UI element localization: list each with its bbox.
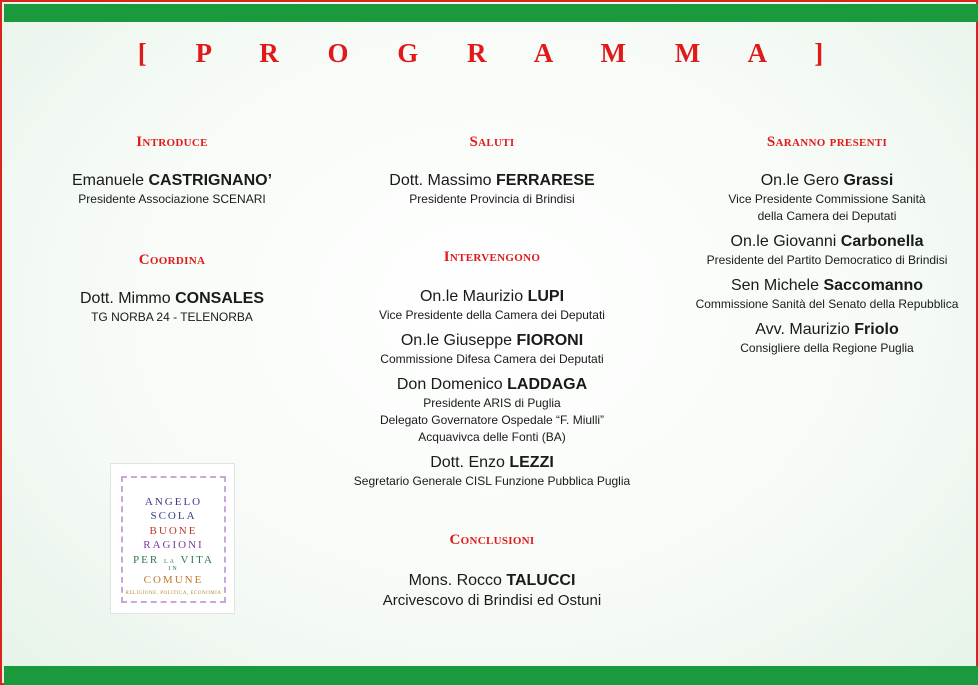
saluti-section	[332, 134, 652, 208]
saluti-heading: Saluti	[469, 134, 515, 150]
name-prefix: Don Domenico	[396, 376, 503, 393]
coordina-name	[42, 289, 302, 309]
top-green-band	[4, 4, 978, 22]
speaker-name	[332, 375, 652, 395]
speaker-role: Segretario Generale CISL Funzione Pubblica Puglia	[353, 474, 631, 488]
introduce-section	[42, 134, 302, 208]
name-surname: Carbonella	[840, 233, 924, 250]
book-title-line	[123, 554, 224, 566]
book-word: IN	[168, 566, 179, 572]
introduce-name	[42, 171, 302, 191]
speaker-role: Acquavivca delle Fonti (BA)	[418, 430, 566, 444]
conclusioni-section	[332, 532, 652, 611]
name-prefix: On.le Maurizio	[419, 288, 524, 305]
guest-role: Presidente del Partito Democratico di Brindisi	[706, 253, 948, 267]
conclusioni-name	[332, 571, 652, 591]
speaker-role: Presidente ARIS di Puglia	[423, 396, 561, 410]
name-surname: Saccomanno	[823, 277, 924, 294]
conclusioni-role: Arcivescovo di Brindisi ed Ostuni	[382, 592, 602, 609]
name-surname: LADDAGA	[507, 376, 588, 393]
name-prefix: Dott. Massimo	[389, 172, 492, 189]
name-surname: LUPI	[527, 288, 565, 305]
book-title-line: RAGIONI	[143, 539, 204, 551]
name-prefix: On.le Gero	[760, 172, 839, 189]
speaker-role: Delegato Governatore Ospedale “F. Miulli”	[379, 413, 605, 427]
conclusioni-heading: Conclusioni	[449, 532, 535, 548]
name-prefix: On.le Giovanni	[730, 233, 837, 250]
name-prefix: Avv. Maurizio	[755, 321, 850, 338]
name-surname: Friolo	[854, 321, 899, 338]
name-prefix: On.le Giuseppe	[400, 332, 513, 349]
saranno-section	[682, 134, 972, 357]
saluti-name	[332, 171, 652, 191]
name-prefix: Mons. Rocco	[408, 572, 502, 589]
book-word: PER	[133, 554, 160, 566]
name-prefix: Dott. Mimmo	[79, 290, 171, 307]
saluti-role: Presidente Provincia di Brindisi	[409, 192, 575, 206]
guest-name	[682, 171, 972, 191]
intervengono-heading: Intervengono	[443, 249, 541, 265]
book-word: VITA	[180, 554, 214, 566]
book-title-line: COMUNE	[143, 574, 204, 586]
intervengono-section	[332, 249, 652, 490]
guest-name	[682, 320, 972, 340]
guest-role: Vice Presidente Commissione Sanità	[728, 192, 926, 206]
book-cover-frame	[121, 476, 226, 603]
name-prefix: Emanuele	[71, 172, 145, 189]
name-surname: FERRARESE	[496, 172, 595, 189]
name-surname: Grassi	[843, 172, 894, 189]
name-prefix: Dott. Enzo	[430, 454, 505, 471]
book-cover-image	[110, 463, 235, 614]
introduce-heading: Introduce	[136, 134, 208, 150]
bottom-green-band	[4, 666, 978, 685]
guest-role: della Camera dei Deputati	[757, 209, 897, 223]
book-word: LA	[163, 559, 176, 565]
speaker-name	[332, 331, 652, 351]
name-prefix: Sen Michele	[730, 277, 819, 294]
name-surname: FIORONI	[516, 332, 584, 349]
book-author-first: ANGELO	[144, 496, 203, 508]
saranno-heading: Saranno presenti	[766, 134, 888, 150]
book-title-line: BUONE	[149, 525, 198, 537]
speaker-role: Vice Presidente della Camera dei Deputati	[379, 308, 605, 322]
speaker-name	[332, 287, 652, 307]
speaker-name	[332, 453, 652, 473]
coordina-role: TG NORBA 24 - TELENORBA	[91, 310, 253, 324]
book-author-last: SCOLA	[150, 510, 197, 522]
name-surname: CASTRIGNANO’	[148, 172, 273, 189]
speaker-role: Commissione Difesa Camera dei Deputati	[380, 352, 604, 366]
page-title: [ P R O G R A M M A ]	[137, 38, 845, 68]
introduce-role: Presidente Associazione SCENARI	[78, 192, 266, 206]
coordina-heading: Coordina	[138, 252, 206, 268]
name-surname: CONSALES	[175, 290, 265, 307]
guest-role: Commissione Sanità del Senato della Repubblica	[695, 297, 959, 311]
book-subtitle: RELIGIONE, POLITICA, ECONOMIA	[125, 591, 222, 596]
guest-name	[682, 276, 972, 296]
guest-role: Consigliere della Regione Puglia	[740, 341, 914, 355]
name-surname: TALUCCI	[506, 572, 576, 589]
coordina-section	[42, 252, 302, 326]
name-surname: LEZZI	[509, 454, 554, 471]
guest-name	[682, 232, 972, 252]
